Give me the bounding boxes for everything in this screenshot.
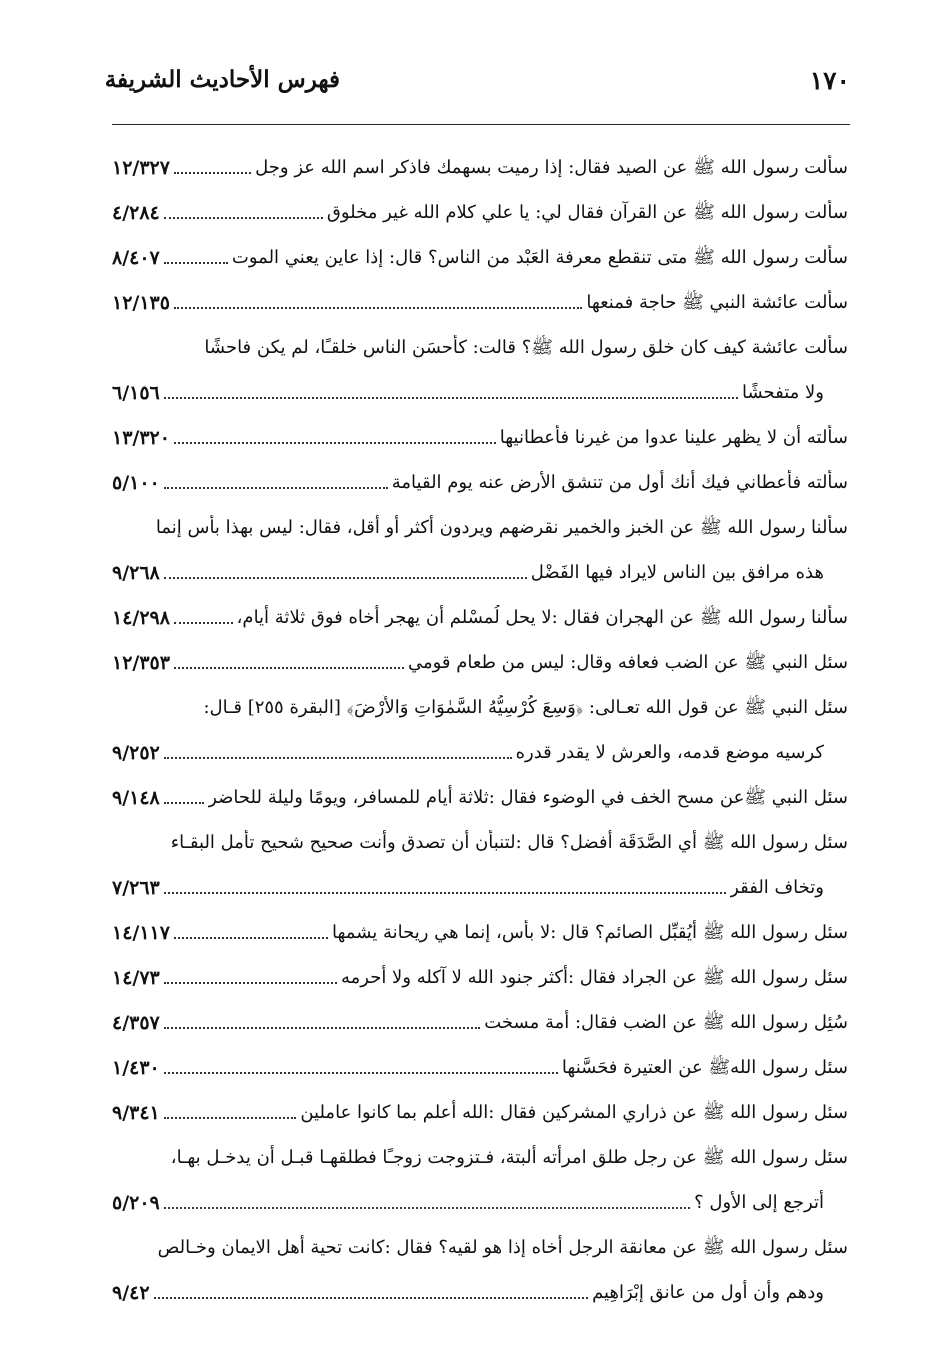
entry-text: سئل رسول اللهﷺ عن العتيرة فحَسَّنها — [561, 1057, 848, 1078]
entry-text: سئل رسول الله ﷺ عن الجراد فقال :أكثر جنود الله لا آكله ولا أحرمه — [340, 967, 848, 988]
volume-page-reference: ١٢/٣٥٣ — [112, 652, 170, 674]
dot-leader — [174, 936, 328, 939]
entry-text: سئل رسول الله ﷺ عن ذراري المشركين فقال :الله أعلم بما كانوا عاملين — [300, 1102, 848, 1123]
volume-page-reference: ٤/٢٨٤ — [112, 202, 160, 224]
index-entry-continuation — [112, 541, 848, 586]
dot-leader — [174, 621, 233, 624]
dot-leader — [164, 891, 726, 894]
index-entry-continuation — [112, 361, 848, 406]
volume-page-reference: ١٢/١٣٥ — [112, 292, 170, 314]
dot-leader — [164, 801, 204, 804]
dot-leader — [174, 171, 251, 174]
page-number: ١٧٠ — [809, 66, 850, 95]
entry-text: هذه مرافق بين الناس لايراد فيها الفَضْل — [530, 562, 824, 583]
entry-text: كرسيه موضع قدمه، والعرش لا يقدر قدره — [515, 742, 824, 763]
index-entry-continuation — [112, 1171, 848, 1216]
dot-leader — [164, 486, 388, 489]
index-entry — [112, 226, 848, 271]
index-entry — [112, 136, 848, 181]
volume-page-reference: ١٢/٣٢٧ — [112, 157, 170, 179]
entry-text: سئل رسول الله ﷺ عن رجل طلق امرأته ألبتة، فـتزوجت زوجـًا فطلقهـا قبـل أن يدخـل بهـا، — [170, 1147, 848, 1168]
index-entry — [112, 766, 848, 811]
volume-page-reference: ٩/٢٦٨ — [112, 562, 160, 584]
entry-text: سألت رسول الله ﷺ متى تنقطع معرفة العَبْد من الناس؟ قال: إذا عاين يعني الموت — [231, 247, 848, 268]
index-entry — [112, 631, 848, 676]
entry-text: سألت عائشة كيف كان خلق رسول الله ﷺ؟ قالت: كأَحسَن الناس خلقـًا، لم يكن فاحشًا — [204, 337, 848, 358]
entry-text: سئل النبي ﷺ عن الضب فعافه وقال: ليس من طعام قومي — [407, 652, 848, 673]
volume-page-reference: ٥/١٠٠ — [112, 472, 160, 494]
index-entry — [112, 991, 848, 1036]
index-entry — [112, 586, 848, 631]
page-header — [104, 60, 850, 120]
entry-text: ودهم وأن أول من عانق إبْرَاهِيم — [592, 1282, 824, 1303]
dot-leader — [164, 1206, 690, 1209]
entry-text: سألت عائشة النبي ﷺ حاجة فمنعها — [586, 292, 848, 313]
index-entry — [112, 1081, 848, 1126]
volume-page-reference: ٥/٢٠٩ — [112, 1192, 160, 1214]
volume-page-reference: ٩/١٤٨ — [112, 787, 160, 809]
entry-text: سئل رسول الله ﷺ أيُقبِّل الصائم؟ قال :لا بأس، إنما هي ريحانة يشمها — [332, 922, 848, 943]
index-entry — [112, 676, 848, 721]
dot-leader — [174, 441, 496, 444]
volume-page-reference: ١٤/٢٩٨ — [112, 607, 170, 629]
index-entry-continuation — [112, 856, 848, 901]
entry-text: سئل النبي ﷺعن مسح الخف في الوضوء فقال :ثلاثة أيام للمسافر، ويومًا وليلة للحاضر — [208, 787, 848, 808]
entry-text: سئل رسول الله ﷺ أي الصَّدَقَة أفضل؟ قال :لتنبأن أن تصدق وأنت صحيح شحيح تأمل البقـاء — [170, 832, 848, 853]
volume-page-reference: ١٤/١١٧ — [112, 922, 170, 944]
dot-leader — [164, 396, 738, 399]
index-entry — [112, 901, 848, 946]
index-entry — [112, 496, 848, 541]
volume-page-reference: ٩/٣٤١ — [112, 1102, 160, 1124]
index-entry-continuation — [112, 1261, 848, 1306]
index-entry — [112, 316, 848, 361]
dot-leader — [164, 216, 323, 219]
volume-page-reference: ١٣/٣٢٠ — [112, 427, 170, 449]
index-entry-continuation — [112, 721, 848, 766]
entry-text: سألته أن لا يظهر علينا عدوا من غيرنا فأعطانيها — [499, 427, 848, 448]
index-entry — [112, 1216, 848, 1261]
index-entry — [112, 451, 848, 496]
volume-page-reference: ٤/٣٥٧ — [112, 1012, 160, 1034]
dot-leader — [154, 1296, 589, 1299]
index-entry — [112, 406, 848, 451]
page-title: فهرس الأحاديث الشريفة — [104, 66, 340, 93]
entry-text: سألت رسول الله ﷺ عن القرآن فقال لي: يا علي كلام الله غير مخلوق — [326, 202, 848, 223]
dot-leader — [164, 756, 512, 759]
dot-leader — [164, 261, 228, 264]
hadith-index-list — [112, 136, 848, 1306]
dot-leader — [164, 576, 527, 579]
index-entry — [112, 271, 848, 316]
volume-page-reference: ٦/١٥٦ — [112, 382, 160, 404]
index-entry — [112, 811, 848, 856]
dot-leader — [164, 1071, 558, 1074]
entry-text: وتخاف الفقر — [730, 877, 824, 898]
volume-page-reference: ١/٤٣٠ — [112, 1057, 160, 1079]
volume-page-reference: ١٤/٧٣ — [112, 967, 160, 989]
entry-text: ولا متفحشًا — [741, 382, 824, 403]
dot-leader — [174, 666, 404, 669]
header-divider — [112, 124, 850, 125]
index-entry — [112, 1036, 848, 1081]
index-entry — [112, 1126, 848, 1171]
volume-page-reference: ٨/٤٠٧ — [112, 247, 160, 269]
dot-leader — [164, 1116, 297, 1119]
entry-text: سُئِل رسول الله ﷺ عن الضب فقال: أمة مسخت — [484, 1012, 848, 1033]
entry-text: سألنا رسول الله ﷺ عن الخبز والخمير نقرضهم ويردون أكثر أو أقل، فقال: ليس بهذا بأس إنما — [155, 517, 848, 538]
dot-leader — [164, 981, 337, 984]
entry-text: سئل رسول الله ﷺ عن معانقة الرجل أخاه إذا هو لقيه؟ فقال :كانت تحية أهل الايمان وخـالص — [157, 1237, 848, 1258]
index-entry — [112, 946, 848, 991]
index-entry — [112, 181, 848, 226]
entry-text: سألنا رسول الله ﷺ عن الهجران فقال :لا يحل لُمسْلم أن يهجر أخاه فوق ثلاثة أيام، — [236, 607, 848, 628]
volume-page-reference: ٩/٤٢ — [112, 1282, 150, 1304]
volume-page-reference: ٩/٢٥٢ — [112, 742, 160, 764]
dot-leader — [174, 306, 582, 309]
volume-page-reference: ٧/٢٦٣ — [112, 877, 160, 899]
entry-text: سألت رسول الله ﷺ عن الصيد فقال: إذا رميت بسهمك فاذكر اسم الله عز وجل — [255, 157, 848, 178]
dot-leader — [164, 1026, 480, 1029]
entry-text: سئل النبي ﷺ عن قول الله تعـالى: ﴿وَسِعَ كُرْسِيُّهُ السَّمٰوَاتِ وَالأَرْضَ﴾ [البقرة ٢٥٥] قـال: — [203, 697, 848, 718]
entry-text: سألته فأعطاني فيك أنك أول من تنشق الأرض عنه يوم القيامة — [391, 472, 848, 493]
entry-text: أترجع إلى الأول ؟ — [694, 1192, 824, 1213]
